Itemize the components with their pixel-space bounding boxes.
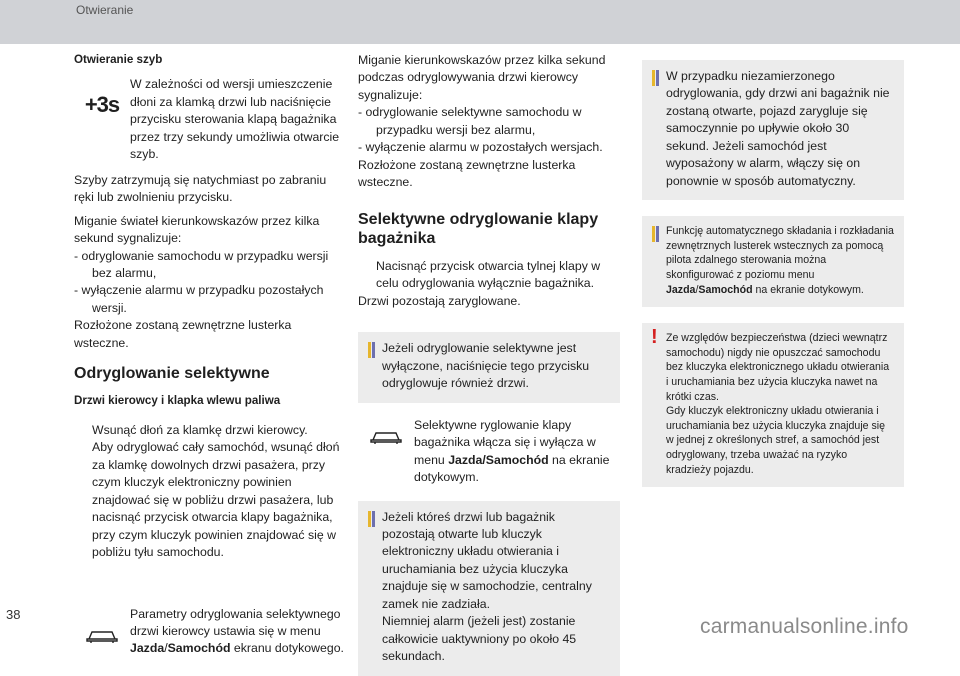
column-1 (74, 52, 344, 658)
warning-box (642, 323, 904, 487)
dash-item: - odryglowanie selektywne samochodu w przypadku wersji bez alarmu, (358, 105, 582, 137)
list-item (74, 439, 344, 561)
warning-text: Gdy kluczyk elektroniczny układu otwierania i uruchamiania bez użycia kluczyka znajduje się w jednej z określonych stref, a samochód jest odryglowany, trzeba uważać na ryzyko kradzieży pojazdu. (666, 405, 886, 476)
params-text: Parametry odryglowania selektywnego drzwi kierowcy ustawia się w menu Jazda/Samochód ekranu dotykowego. (130, 606, 344, 656)
paragraph: Szyby zatrzymują się natychmiast po zabraniu ręki lub zwolnieniu przycisku. (74, 172, 327, 205)
list-item-text: Wsunąć dłoń za klamkę drzwi kierowcy. (92, 422, 308, 437)
paragraph: Miganie świateł kierunkowskazów przez kilka sekund sygnalizuje: (74, 213, 320, 246)
info-bar-icon (367, 342, 377, 358)
plus3s-block (74, 76, 344, 163)
column-3 (642, 60, 904, 487)
info-text: Funkcję automatycznego składania i rozkładania zewnętrznych lusterek wstecznych za pomocą pilota zdalnego sterowania można skonfigurować z poziomu menu Jazda/Samochód na ekranie dotykowym. (666, 225, 894, 296)
info-bar-icon (651, 226, 661, 242)
paragraph: Miganie kierunkowskazów przez kilka sekund podczas odryglowywania drzwi kierowcy sygnalizuje: (358, 53, 606, 102)
list-item-text: Aby odryglować cały samochód, wsunąć dłoń za klamkę dowolnych drzwi pasażera, przy czym kluczyk elektroniczny powinien znajdować się w pobliżu drzwi pasażera, lub nacisnąć przycisk otwarcia klapy bagażnika, przy czym kluczyk powinien znajdować się w pobliżu tyłu samochodu. (92, 440, 340, 560)
info-bar-icon (651, 70, 661, 86)
paragraph: Rozłożone zostaną zewnętrzne lusterka wsteczne. (74, 318, 292, 350)
dash-item: - wyłączenie alarmu w przypadku pozostałych wersji. (74, 283, 324, 315)
watermark: carmanualsonline.info (700, 615, 909, 638)
checkbox-icon (358, 258, 376, 293)
trunk-heading: Selektywne odryglowanie klapy bagażnika (358, 210, 599, 247)
selective-subheading: Drzwi kierowcy i klapka wlewu paliwa (74, 394, 281, 408)
paragraph: Rozłożone zostaną zewnętrzne lusterka wsteczne. (358, 157, 576, 190)
list-item-text: Nacisnąć przycisk otwarcia tylnej klapy w celu odryglowania wyłącznie bagażnika. (376, 259, 601, 291)
info-box (358, 501, 620, 676)
page-number: 38 (6, 607, 21, 622)
car-text: Selektywne ryglowanie klapy bagażnika włącza się i wyłącza w menu Jazda/Samochód na ekranie dotykowym. (414, 417, 610, 485)
info-bar-icon (367, 511, 377, 527)
info-box (642, 60, 904, 200)
paragraph: Drzwi pozostają zaryglowane. (358, 293, 521, 308)
checkbox-icon (74, 422, 92, 439)
info-box (358, 332, 620, 402)
dash-item: - wyłączenie alarmu w pozostałych wersjach. (358, 140, 603, 155)
list-item (74, 422, 344, 439)
header-bar (0, 0, 960, 44)
info-text: Jeżeli któreś drzwi lub bagażnik pozostają otwarte lub kluczyk elektroniczny układu otwierania i uruchamiania bez użycia kluczyka znajduje się w samochodzie, centralny zamek nie zadziała. (382, 509, 592, 611)
params-block (74, 606, 344, 658)
car-settings-icon (358, 417, 414, 445)
info-box (642, 216, 904, 307)
selective-heading: Odryglowanie selektywne (74, 365, 270, 383)
warning-icon: ! (651, 326, 658, 349)
timer-plus-3s-icon: +3s (84, 92, 120, 118)
checkbox-icon (74, 439, 92, 561)
window-heading: Otwieranie szyb (74, 53, 163, 66)
info-text: Jeżeli odryglowanie selektywne jest wyłączone, naciśnięcie tego przycisku odryglowuje również drzwi. (382, 341, 590, 391)
section-title: Otwieranie (76, 3, 134, 17)
car-block (358, 417, 620, 487)
info-text: Niemniej alarm (jeżeli jest) zostanie całkowicie uaktywniony po około 45 sekundach. (382, 614, 577, 664)
info-text: W przypadku niezamierzonego odryglowania, gdy drzwi ani bagażnik nie zostaną otwarte, pojazd zarygluje się samoczynnie po upływie około 30 sekund. Jeżeli samochód jest wyposażony w alarm, włączy się on ponownie w sposób automatyczny. (666, 69, 890, 188)
warning-text: Ze względów bezpieczeństwa (dzieci wewnątrz samochodu) nigdy nie opuszczać samochodu bez kluczyka elektronicznego układu otwierania i uruchamiania bez użycia kluczyka nawet na krótki czas. (666, 332, 890, 403)
dash-item: - odryglowanie samochodu w przypadku wersji bez alarmu, (74, 248, 329, 280)
car-settings-icon (74, 606, 130, 644)
plus3s-text: W zależności od wersji umieszczenie dłoni za klamką drzwi lub naciśnięcie przycisku sterowania klapą bagażnika przez trzy sekundy umożliwia otwarcie szyb. (130, 77, 340, 162)
column-2 (358, 52, 620, 676)
list-item (358, 258, 620, 293)
